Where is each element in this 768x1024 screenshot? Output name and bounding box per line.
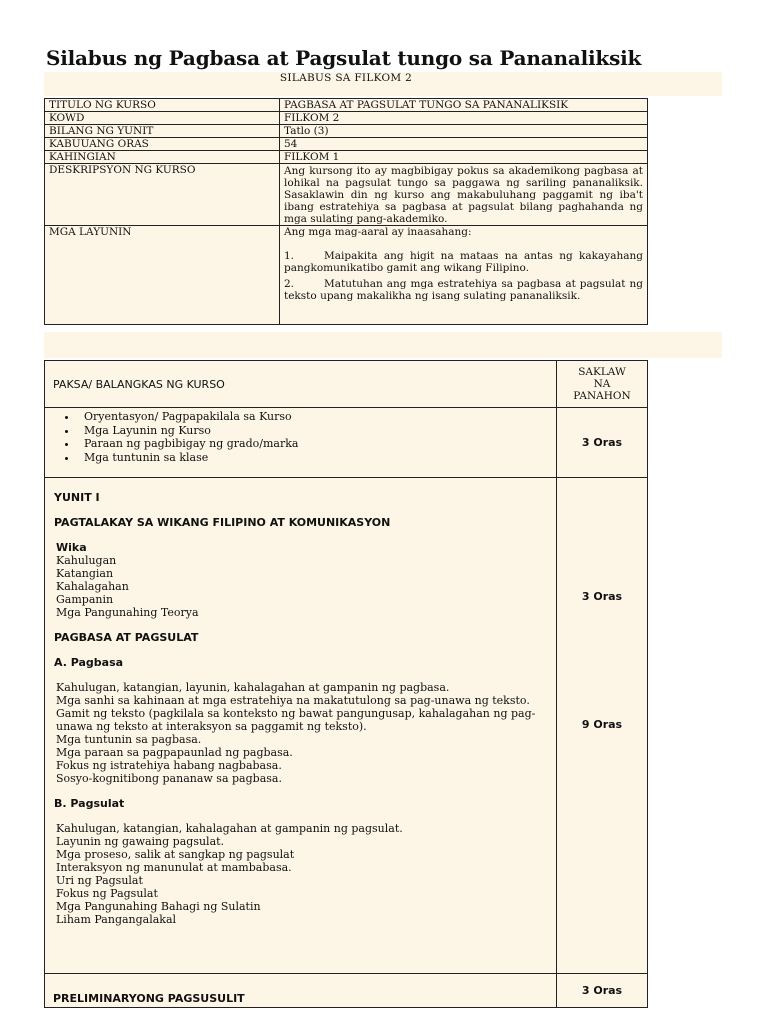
goal-number: 1.	[284, 250, 295, 262]
wika-item: Katangian	[56, 567, 114, 580]
intro-hours: 3 Oras	[557, 408, 648, 478]
info-row	[45, 112, 648, 125]
info-key: DESKRIPSYON NG KURSO	[45, 164, 280, 226]
document-subtitle: SILABUS SA FILKOM 2	[279, 72, 413, 84]
intro-item: • Mga tuntunin sa klase	[78, 451, 555, 465]
pagbasa-item: Fokus ng istratehiya habang nagbabasa.	[56, 759, 282, 772]
pagbasa-item: Sosyo-kognitibong pananaw sa pagbasa.	[56, 772, 282, 785]
pagsulat-item: Uri ng Pagsulat	[56, 874, 143, 887]
info-key: KOWD	[45, 112, 280, 125]
pagsulat-item: Fokus ng Pagsulat	[56, 887, 158, 900]
pagsulat-item: Layunin ng gawaing pagsulat.	[56, 835, 225, 848]
pagsulat-item: Liham Pangangalakal	[56, 913, 177, 926]
pagbasa-item: Gamit ng teksto (pagkilala sa konteksto ng bawat pangungusap, kahalagahan ng pag-unawa ng teksto at interaksyon sa paggamit ng teksto).	[56, 707, 536, 733]
pagbasa-label: A. Pagbasa	[54, 656, 124, 669]
unit-label: YUNIT I	[54, 491, 100, 504]
wika-item: Kahulugan	[56, 554, 117, 567]
course-description: Ang kursong ito ay magbibigay pokus sa akademikong pagbasa at lohikal na pagsulat tungo sa paggawa ng sariling pananaliksik. Sasaklawin din ng kurso ang makabuluhang paggamit ng iba't ibang estratehiya sa pagbasa at pagsulat bilang paghahanda ng mga sulating pang-akademiko.	[280, 164, 648, 226]
goal-number: 2.	[284, 278, 295, 290]
outline-header-topic: PAKSA/ BALANGKAS NG KURSO	[45, 361, 557, 408]
pagsulat-item: Mga Pangunahing Bahagi ng Sulatin	[56, 900, 261, 913]
intro-item: • Mga Layunin ng Kurso	[78, 424, 555, 438]
outline-header-time	[557, 361, 648, 408]
info-key: KABUUANG ORAS	[45, 138, 280, 151]
info-key: TITULO NG KURSO	[45, 99, 280, 112]
unit1-topics	[45, 478, 557, 974]
unit-heading: PAGTALAKAY SA WIKANG FILIPINO AT KOMUNIKASYON	[54, 516, 391, 529]
pp-hours: 9 Oras	[581, 718, 623, 731]
pagsulat-item: Kahulugan, katangian, kahalagahan at gampanin ng pagsulat.	[56, 822, 403, 835]
pagbasa-item: Mga paraan sa pagpapaunlad ng pagbasa.	[56, 746, 293, 759]
intro-topics	[45, 408, 557, 478]
info-row	[45, 138, 648, 151]
course-goals	[280, 226, 648, 325]
wika-item: Gampanin	[56, 593, 114, 606]
goals-intro: Ang mga mag-aaral ay inaasahang:	[284, 226, 472, 238]
info-row	[45, 99, 648, 112]
info-row	[45, 125, 648, 138]
pagbasa-pagsulat-heading: PAGBASA AT PAGSULAT	[54, 631, 199, 644]
separator-band	[44, 332, 722, 358]
goal-item	[284, 250, 643, 274]
info-value: FILKOM 2	[280, 112, 648, 125]
info-row-description	[45, 164, 648, 226]
unit1-hours	[557, 478, 648, 974]
wika-hours: 3 Oras	[581, 590, 623, 603]
info-key: KAHINGIAN	[45, 151, 280, 164]
info-key: MGA LAYUNIN	[45, 226, 280, 325]
wika-item: Mga Pangunahing Teorya	[56, 606, 199, 619]
goal-item	[284, 278, 643, 302]
prelim-label: PRELIMINARYONG PAGSUSULIT	[45, 974, 557, 1008]
info-value: PAGBASA AT PAGSULAT TUNGO SA PANANALIKSIK	[280, 99, 648, 112]
unit1-row	[45, 478, 648, 974]
header-time-line: SAKLAW	[578, 366, 626, 378]
header-time-line: NA	[593, 378, 611, 390]
course-outline-table	[44, 360, 648, 1008]
intro-row	[45, 408, 648, 478]
outline-header-row	[45, 361, 648, 408]
intro-item: • Oryentasyon/ Pagpapakilala sa Kurso	[78, 410, 555, 424]
pagsulat-item: Mga proseso, salik at sangkap ng pagsulat	[56, 848, 295, 861]
pagbasa-item: Mga tuntunin sa pagbasa.	[56, 733, 202, 746]
course-info-table	[44, 98, 648, 325]
pagsulat-label: B. Pagsulat	[54, 797, 125, 810]
info-row-goals	[45, 226, 648, 325]
info-value: FILKOM 1	[280, 151, 648, 164]
pagbasa-item: Kahulugan, katangian, layunin, kahalagahan at gampanin ng pagbasa.	[56, 681, 450, 694]
goal-text: Maipakita ang higit na mataas na antas ng kakayahang pangkomunikatibo gamit ang wikang Filipino.	[284, 250, 643, 274]
document-title: Silabus ng Pagbasa at Pagsulat tungo sa Pananaliksik	[46, 46, 642, 70]
intro-item: • Paraan ng pagbibigay ng grado/marka	[78, 437, 555, 451]
info-value: Tatlo (3)	[280, 125, 648, 138]
info-key: BILANG NG YUNIT	[45, 125, 280, 138]
prelim-hours: 3 Oras	[557, 974, 648, 1008]
pagsulat-item: Interaksyon ng manunulat at mambabasa.	[56, 861, 292, 874]
goal-text: Matutuhan ang mga estratehiya sa pagbasa at pagsulat ng teksto upang makalikha ng isang sulating pananaliksik.	[284, 278, 643, 302]
wika-item: Kahalagahan	[56, 580, 129, 593]
pagbasa-item: Mga sanhi sa kahinaan at mga estratehiya na makatutulong sa pag-unawa ng teksto.	[56, 694, 530, 707]
info-value: 54	[280, 138, 648, 151]
wika-label: Wika	[56, 541, 87, 554]
info-row	[45, 151, 648, 164]
prelim-row	[45, 974, 648, 1008]
header-time-line: PANAHON	[573, 390, 631, 402]
